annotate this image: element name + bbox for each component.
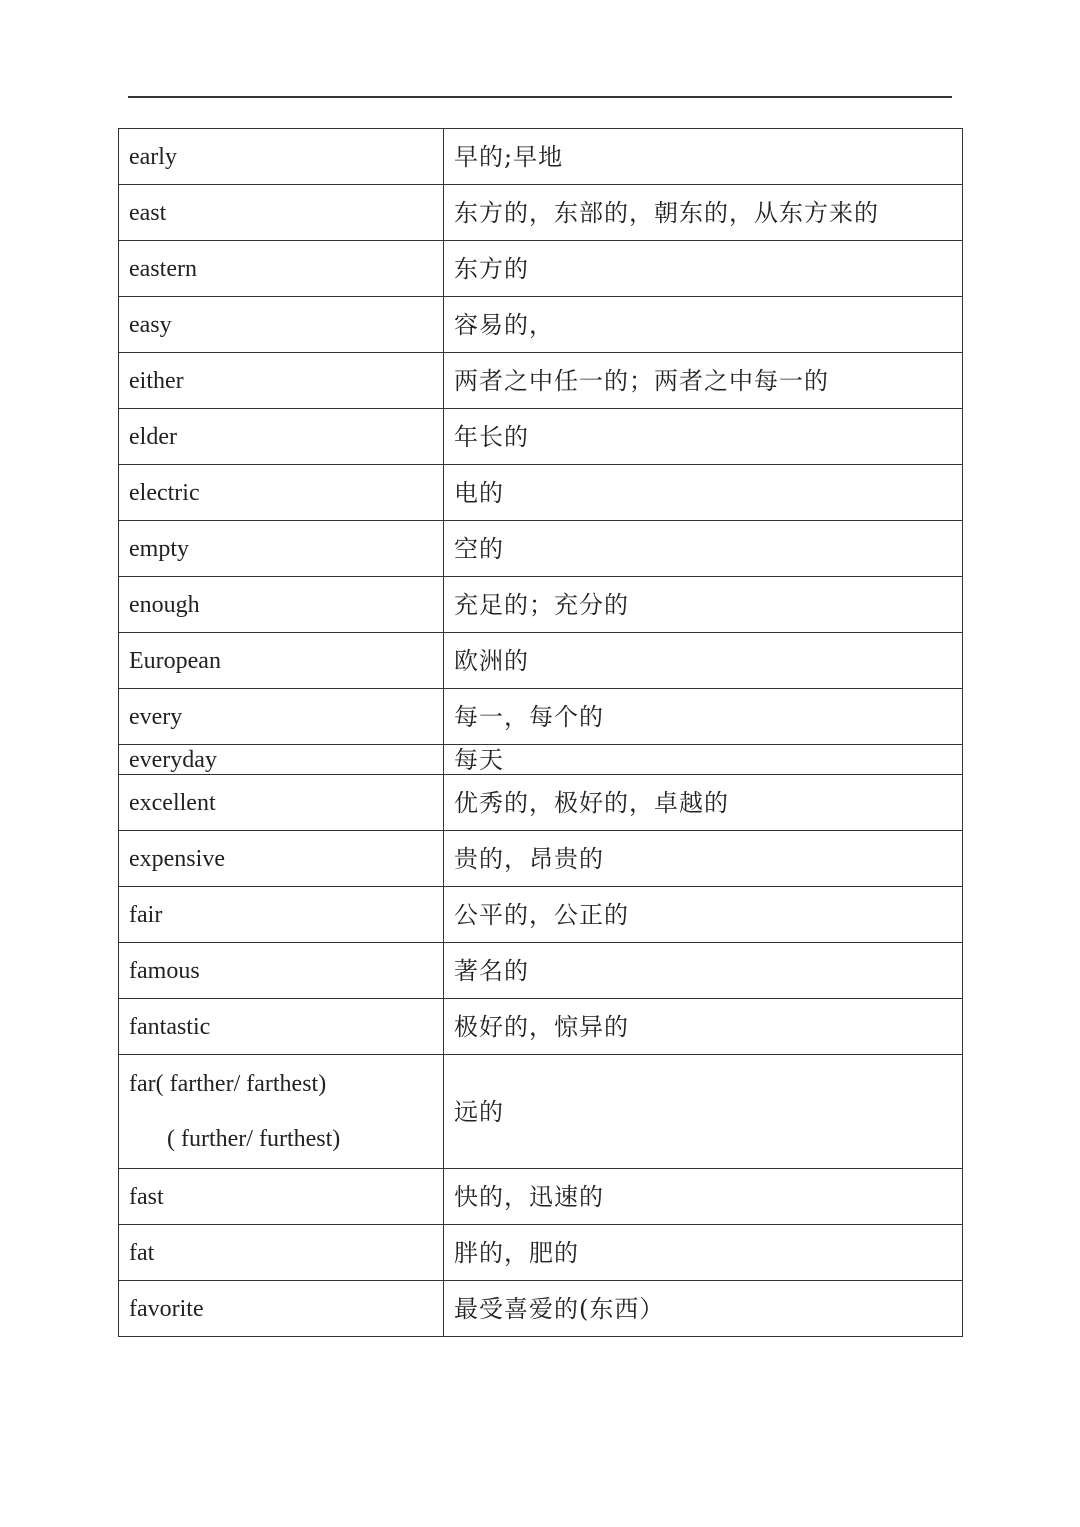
table-row — [119, 887, 963, 943]
table-row — [119, 1055, 963, 1169]
meaning-cell: 充足的；充分的 — [444, 577, 963, 633]
table-row — [119, 521, 963, 577]
word-variant-text: ( further/ furthest) — [167, 1126, 341, 1152]
word-cell: either — [119, 353, 444, 409]
word-cell: elder — [119, 409, 444, 465]
meaning-cell: 早的;早地 — [444, 129, 963, 185]
meaning-cell: 远的 — [444, 1055, 963, 1169]
table-row — [119, 745, 963, 775]
word-cell: everyday — [119, 745, 444, 775]
meaning-cell: 每一，每个的 — [444, 689, 963, 745]
word-cell: famous — [119, 943, 444, 999]
word-cell: electric — [119, 465, 444, 521]
table-row — [119, 831, 963, 887]
word-cell: early — [119, 129, 444, 185]
table-row — [119, 353, 963, 409]
table-row — [119, 775, 963, 831]
table-row — [119, 1225, 963, 1281]
table-row — [119, 999, 963, 1055]
table-row — [119, 129, 963, 185]
meaning-cell: 极好的，惊异的 — [444, 999, 963, 1055]
meaning-cell: 东方的 — [444, 241, 963, 297]
header-rule — [128, 96, 952, 98]
word-cell: empty — [119, 521, 444, 577]
meaning-cell: 贵的，昂贵的 — [444, 831, 963, 887]
meaning-cell: 电的 — [444, 465, 963, 521]
table-row — [119, 1169, 963, 1225]
word-cell: European — [119, 633, 444, 689]
meaning-cell: 胖的，肥的 — [444, 1225, 963, 1281]
meaning-cell: 年长的 — [444, 409, 963, 465]
table-row — [119, 633, 963, 689]
meaning-cell: 公平的，公正的 — [444, 887, 963, 943]
table-row — [119, 185, 963, 241]
word-cell: fast — [119, 1169, 444, 1225]
meaning-cell: 两者之中任一的；两者之中每一的 — [444, 353, 963, 409]
vocabulary-table — [118, 128, 963, 1337]
word-cell — [119, 1055, 444, 1169]
table-row — [119, 465, 963, 521]
meaning-cell: 快的，迅速的 — [444, 1169, 963, 1225]
meaning-cell: 东方的，东部的，朝东的，从东方来的 — [444, 185, 963, 241]
meaning-cell: 欧洲的 — [444, 633, 963, 689]
word-cell: every — [119, 689, 444, 745]
meaning-cell: 空的 — [444, 521, 963, 577]
table-row — [119, 409, 963, 465]
word-cell: enough — [119, 577, 444, 633]
word-cell: fair — [119, 887, 444, 943]
word-cell: favorite — [119, 1281, 444, 1337]
word-cell: expensive — [119, 831, 444, 887]
table-row — [119, 689, 963, 745]
meaning-cell: 著名的 — [444, 943, 963, 999]
word-text: far( farther/ farthest) — [129, 1071, 327, 1097]
table-row — [119, 241, 963, 297]
meaning-cell: 最受喜爱的(东西） — [444, 1281, 963, 1337]
word-cell: eastern — [119, 241, 444, 297]
table-row — [119, 577, 963, 633]
word-cell: fantastic — [119, 999, 444, 1055]
table-row — [119, 1281, 963, 1337]
word-cell: east — [119, 185, 444, 241]
table-row — [119, 943, 963, 999]
word-cell: fat — [119, 1225, 444, 1281]
meaning-cell: 优秀的，极好的，卓越的 — [444, 775, 963, 831]
meaning-cell: 每天 — [444, 745, 963, 775]
word-cell: excellent — [119, 775, 444, 831]
table-row — [119, 297, 963, 353]
meaning-cell: 容易的， — [444, 297, 963, 353]
word-cell: easy — [119, 297, 444, 353]
